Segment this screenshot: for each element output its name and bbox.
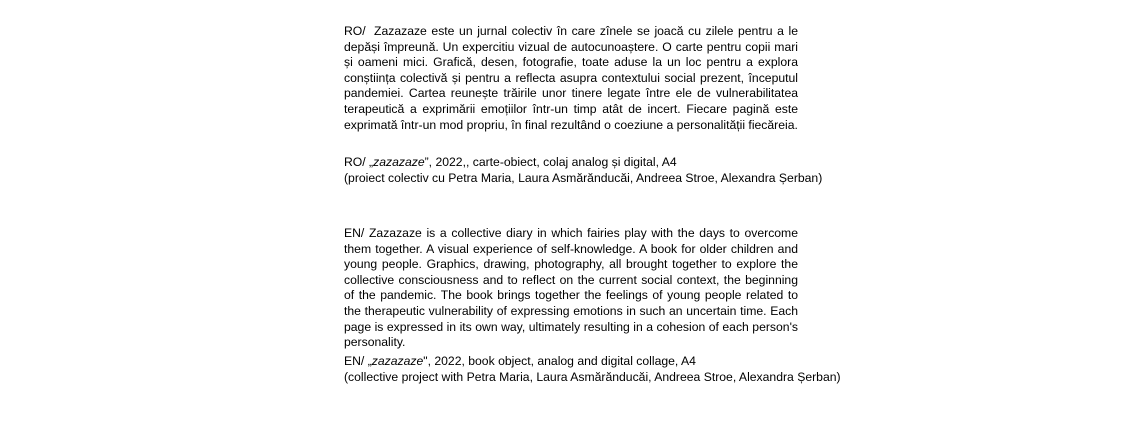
ro-prefix: RO/ [344,24,366,38]
ro-caption-title: zazazaze [373,155,425,169]
ro-description-text: Zazazaze este un jurnal colectiv în care zînele se joacă cu zilele pentru a le depăși împreună. Un expercitiu vizual de autocunoaștere. O carte pentru copii mari și oameni mici. Grafică, desen, fotografie, toate aduse la un loc pentru a explora conștiința colectivă și pentru a reflecta asupra contextului social prezent, începutul pandemiei. Cartea reunește trăirile unor tinere legate între ele de vulnerabilitatea terapeutică a exprimării emoțiilor într-un timp atât de incert. Fiecare pagină este exprimată într-un mod propriu, în final rezultând o coeziune a personalității fiecăreia. [344,24,798,132]
en-caption-title: zazazaze [371,354,424,368]
ro-caption-details: ”, 2022,, carte-obiect, colaj analog și digital, A4 [424,155,677,169]
ro-caption [344,155,822,186]
ro-caption-line2: (proiect colectiv cu Petra Maria, Laura Asmărănducăi, Andreea Stroe, Alexandra Șerban) [344,170,823,185]
en-caption-line1 [344,354,841,370]
en-caption [344,354,841,385]
en-caption-line2: (collective project with Petra Maria, Laura Asmărănducăi, Andreea Stroe, Alexandra Șerban) [344,369,841,384]
en-description: EN/ Zazazaze is a collective diary in which fairies play with the days to overcome them together. A visual experience of self-knowledge. A book for older children and young people. Graphics, drawing, photography, all brought together to explore the collective consciousness and to reflect on the current social context, the beginning of the pandemic. The book brings together the feelings of young people related to the therapeutic vulnerability of expressing emotions in such an uncertain time. Each page is expressed in its own way, ultimately resulting in a cohesion of each person's personality. [344,226,798,350]
ro-caption-prefix: RO/ „ [344,155,374,169]
ro-description [344,24,798,133]
ro-caption-line1 [344,155,822,171]
en-caption-details: ", 2022, book object, analog and digital collage, A4 [423,354,696,368]
en-caption-prefix: EN/ „ [344,354,372,368]
